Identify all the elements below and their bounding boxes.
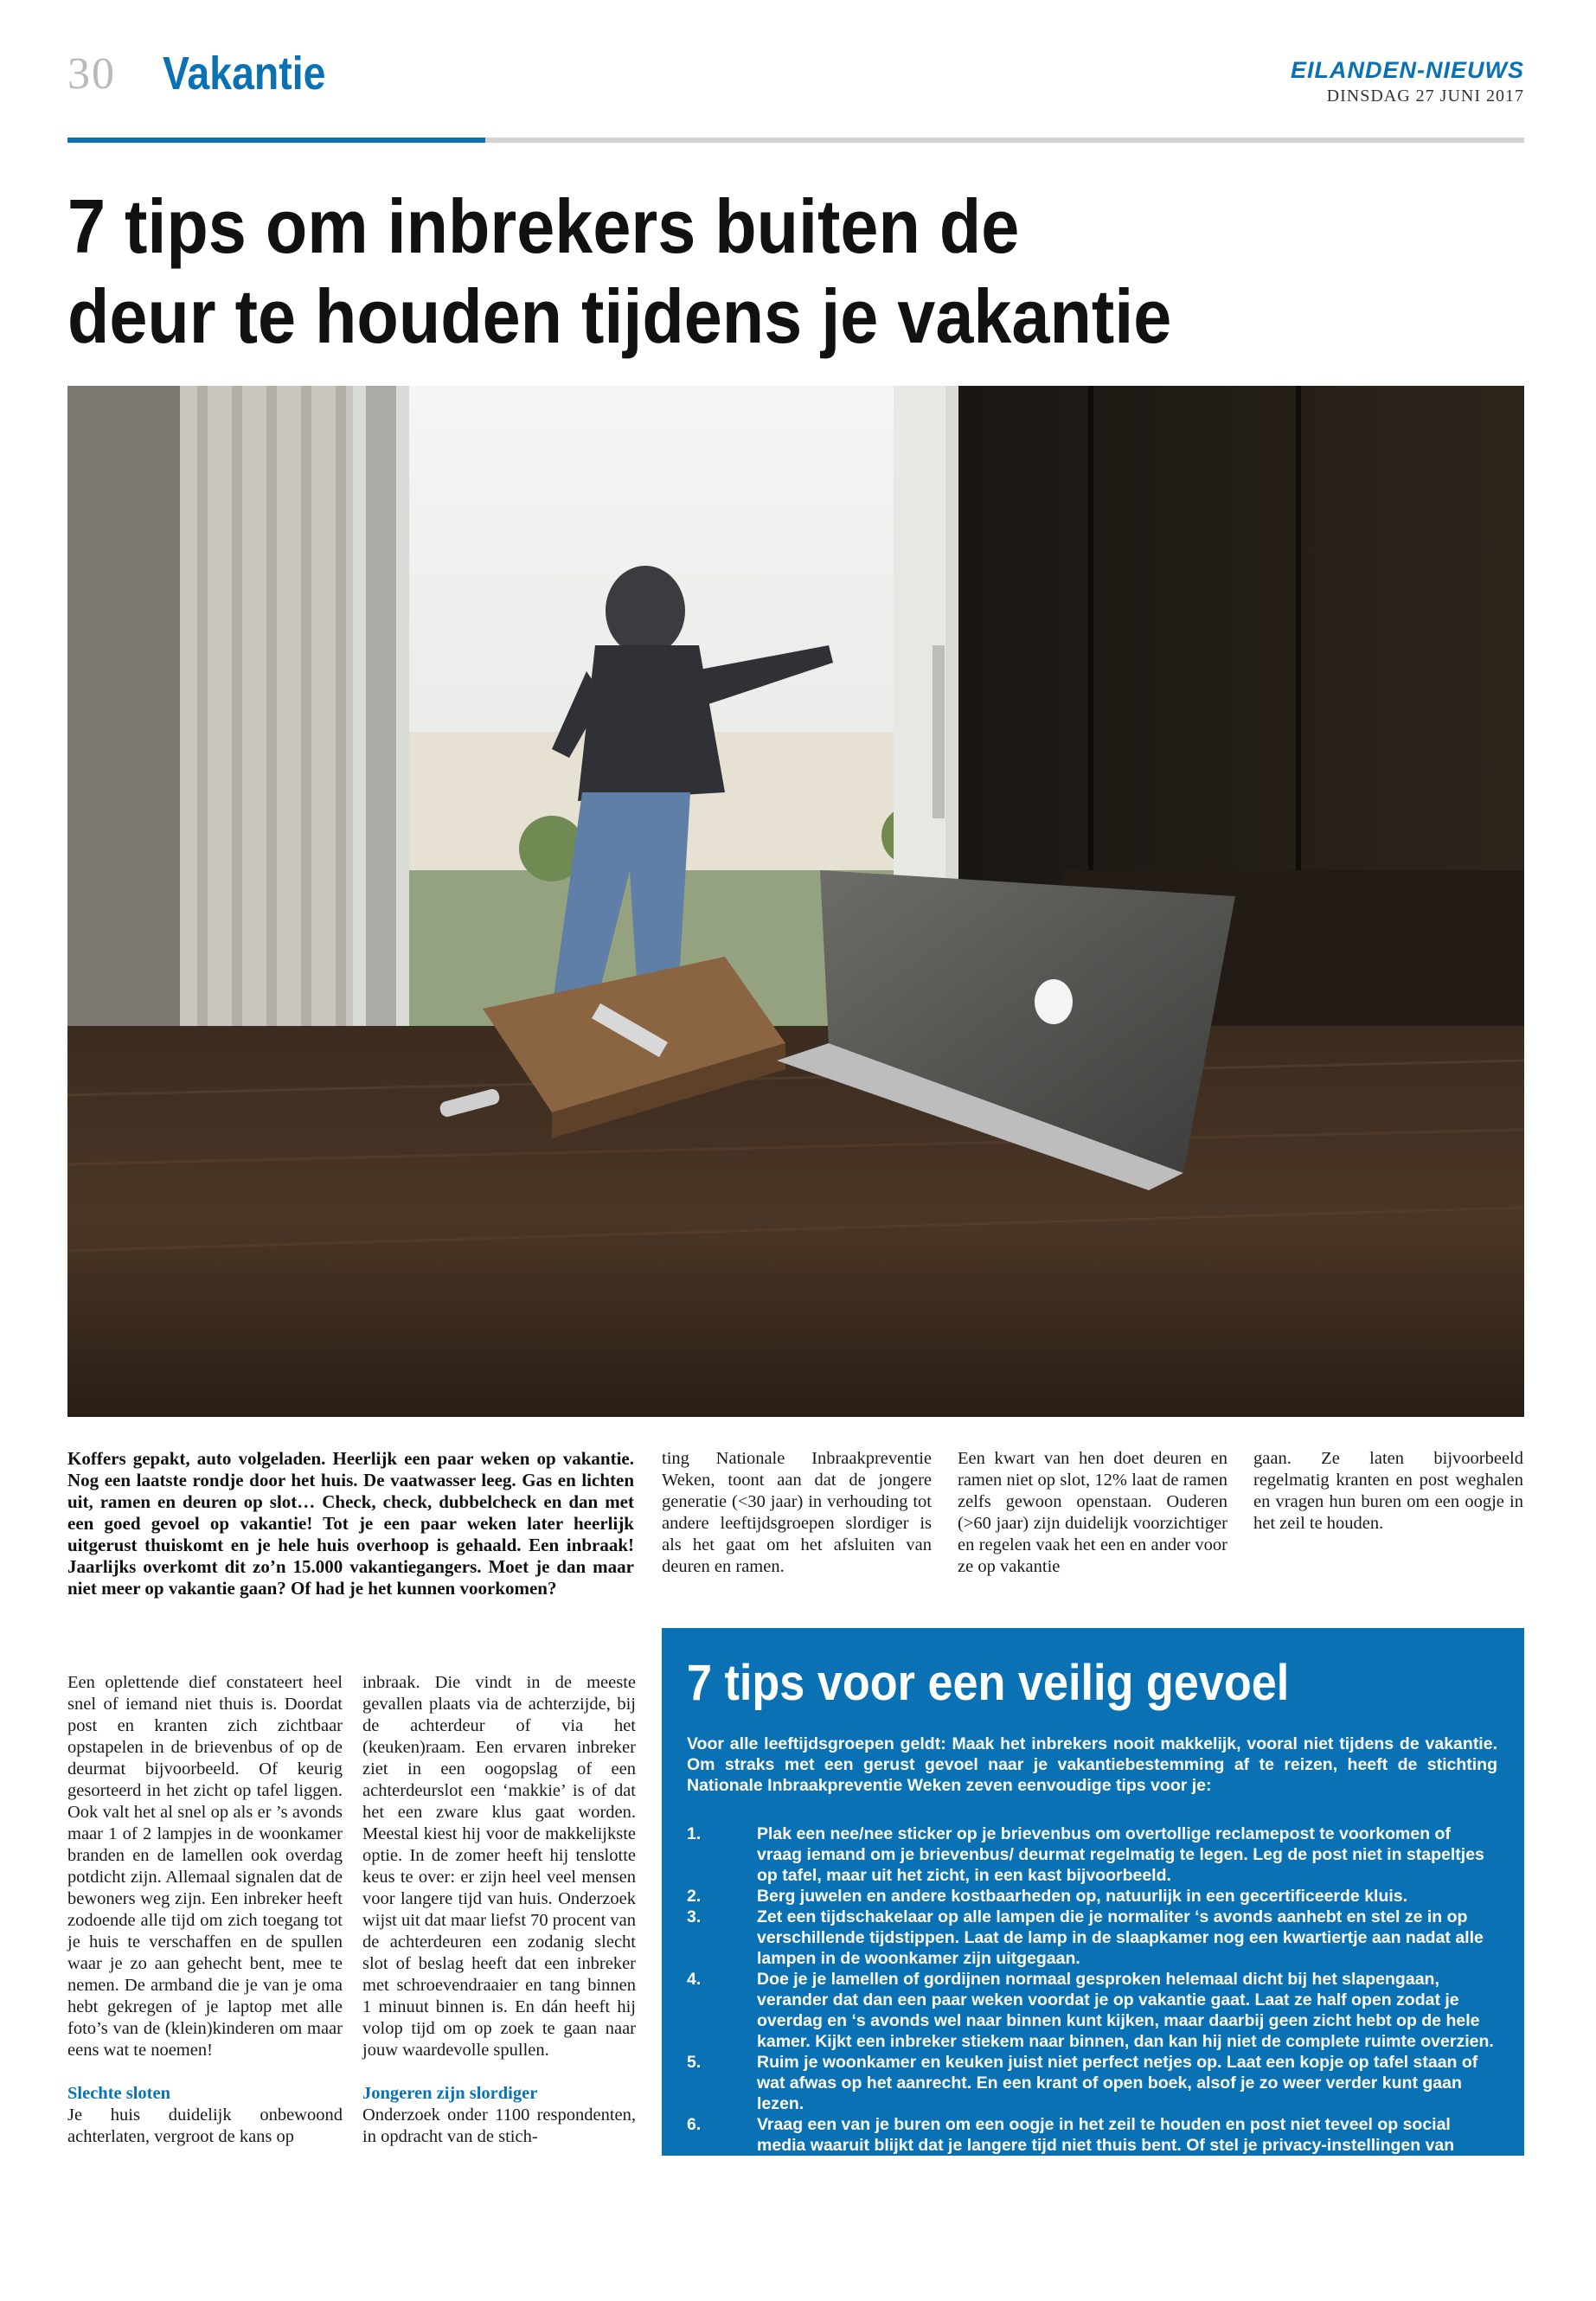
column-2-continuation: Onderzoek onder 1100 respondenten, in opdracht van de stich- xyxy=(362,2106,636,2146)
article-column-5: gaan. Ze laten bijvoorbeeld regelmatig kranten en post weghalen en vragen hun buren om een oogje in het zeil te houden. xyxy=(1253,1449,1523,1533)
tip-number: 6. xyxy=(687,2115,702,2134)
masthead-logo: EILANDEN-NIEUWS xyxy=(1291,57,1524,83)
tip-text: Zet een tijdschakelaar op alle lampen die je normaliter ‘s avonds aanhebt en stel ze in op verschillende tijdstippen. Laat de lamp in de slaapkamer nog een kwartiertje aan nadat alle lampen in de woonkamer zijn uitgegaan. xyxy=(757,1907,1484,1968)
tips-box-title: 7 tips voor een veilig gevoel xyxy=(687,1655,1290,1711)
subhead-jongeren-zijn-slordiger: Jongeren zijn slordiger xyxy=(362,2084,538,2103)
column-2-text: inbraak. Die vindt in de meeste gevallen plaats via de achterzijde, bij de achterdeur of via het (keuken)raam. Een ervaren inbreker ziet in een oogopslag of een achterdeurslot een ‘makkie’ is of dat het een zware klus gaat worden. Meestal kiest hij voor de makkelijkste optie. In de zomer heeft hij tenslotte keus te over: er zijn heel veel mensen voor langere tijd van huis. Onderzoek wijst uit dat maar liefst 70 procent van de achterdeuren een zodanig slecht slot of beslag heeft dat een inbreker met schroevendraaier en tang binnen 1 minuut binnen is. En dán heeft hij volop tijd om op zoek te gaan naar jouw waardevolle spullen. xyxy=(362,1673,636,2060)
article-photo xyxy=(67,386,1524,1417)
tip-item xyxy=(687,1969,1497,2052)
column-1-continuation: Je huis duidelijk onbewoond achterlaten, vergroot de kans op xyxy=(67,2106,343,2146)
tip-number: 3. xyxy=(687,1907,702,1926)
article-column-4: Een kwart van hen doet deuren en ramen niet op slot, 12% laat de ramen zelfs gewoon openstaan. Ouderen (>60 jaar) zijn duidelijk voorzichtiger en regelen vaak het een en ander voor ze op vakantie xyxy=(958,1449,1227,1576)
tip-number: 2. xyxy=(687,1887,702,1906)
tip-item xyxy=(687,2176,1497,2197)
tip-item xyxy=(687,1907,1497,1969)
tips-list xyxy=(687,1823,1497,2197)
article-headline xyxy=(67,182,1235,362)
tip-number: 7. xyxy=(687,2177,702,2196)
tip-item xyxy=(687,1823,1497,1886)
tips-box-intro: Voor alle leeftijdsgroepen geldt: Maak het inbrekers nooit makkelijk, vooral niet tijdens de vakantie. Om straks met een gerust gevoel naar je vakantiebestemming af te reizen, heeft de stichting Nationale Inbraakpreventie Weken zeven eenvoudige tips voor je: xyxy=(687,1734,1497,1795)
headline-line-1: 7 tips om inbrekers buiten de xyxy=(67,183,1020,269)
tip-item xyxy=(687,2052,1497,2114)
tip-text: Doe de inbraakpreventiecheck via www.inbraakmislukt.nl xyxy=(757,2177,1216,2196)
article-column-3: ting Nationale Inbraakpreventie Weken, toont aan dat de jongere generatie (<30 jaar) in verhouding tot andere leeftijdsgroepen slordiger is als het gaat om het afsluiten van deuren en ramen. xyxy=(662,1449,932,1576)
tip-text: Doe je je lamellen of gordijnen normaal gesproken helemaal dicht bij het slapengaan, verander dat dan een paar weken voordat je op vakantie gaat. Laat ze half open zodat je overdag en ‘s avonds wel naar binnen kunt kijken, maar daarbij geen zicht hebt op de hele kamer. Kijkt een inbreker stiekem naar binnen, dan kan hij niet de complete ruimte overzien. xyxy=(757,1970,1494,2051)
column-1-text: Een oplettende dief constateert heel snel of iemand niet thuis is. Doordat post en kranten zich zichtbaar opstapelen in de brievenbus of op de deurmat bijvoorbeeld. Of keurig gesorteerd in het zicht op tafel liggen. Ook valt het al snel op als er ’s avonds maar 1 of 2 lampjes in de woonkamer branden en de lamellen ook overdag potdicht zijn. Allemaal signalen dat de bewoners weg zijn. Een inbreker heeft zodoende alle tijd om zich toegang tot je huis te verschaffen en de spullen waar je zo aan gehecht bent, mee te nemen. De armband die je van je oma hebt gekregen of je laptop met alle foto’s van de (klein)kinderen om maar eens wat te noemen! xyxy=(67,1673,343,2060)
tip-number: 4. xyxy=(687,1970,702,1989)
tip-text: Plak een nee/nee sticker op je brievenbus om overtollige reclamepost te voorkomen of vraag iemand om je brievenbus/ deurmat regelmatig te legen. Leg de post niet in stapeltjes op tafel, maar uit het zicht, in een kast bijvoorbeeld. xyxy=(757,1824,1484,1885)
tip-text: Vraag een van je buren om een oogje in het zeil te houden en post niet teveel op social media waaruit blijkt dat je langere tijd niet thuis bent. Of stel je privacy-instellingen van Facebook zodanig in dat alleen goede vrienden en familieleden je kunnen volgen. xyxy=(757,2115,1455,2176)
tip-number: 5. xyxy=(687,2053,702,2072)
article-column-2 xyxy=(362,1672,636,2148)
header-rule-accent xyxy=(67,138,485,143)
headline-line-2: deur te houden tijdens je vakantie xyxy=(67,273,1172,359)
issue-date: DINSDAG 27 JUNI 2017 xyxy=(1326,87,1524,106)
article-column-1 xyxy=(67,1672,343,2148)
page-number: 30 xyxy=(67,49,116,99)
article-lead: Koffers gepakt, auto volgeladen. Heerlijk een paar weken op vakantie. Nog een laatste rondje door het huis. De vaatwasser leeg. Gas en lichten uit, ramen en deuren op slot… Check, check, dubbelcheck en dan met een goed gevoel op vakantie! Tot je een paar weken later heerlijk uitgerust thuiskomt en je hele huis overhoop is gehaald. Een inbraak! Jaarlijks overkomt dit zo’n 15.000 vakantiegangers. Moet je dan maar niet meer op vakantie gaan? Of had je het kunnen voorkomen? xyxy=(67,1448,634,1599)
tip-text: Berg juwelen en andere kostbaarheden op, natuurlijk in een gecertificeerde kluis. xyxy=(757,1887,1408,1906)
tip-item xyxy=(687,1886,1497,1907)
subhead-slechte-sloten: Slechte sloten xyxy=(67,2084,170,2103)
tip-item xyxy=(687,2114,1497,2176)
tip-text: Ruim je woonkamer en keuken juist niet perfect netjes op. Laat een kopje op tafel staan of wat afwas op het aanrecht. En een krant of open boek, alsof je zo weer verder kunt gaan lezen. xyxy=(757,2053,1478,2113)
tip-number: 1. xyxy=(687,1824,702,1843)
section-title: Vakantie xyxy=(163,48,326,99)
